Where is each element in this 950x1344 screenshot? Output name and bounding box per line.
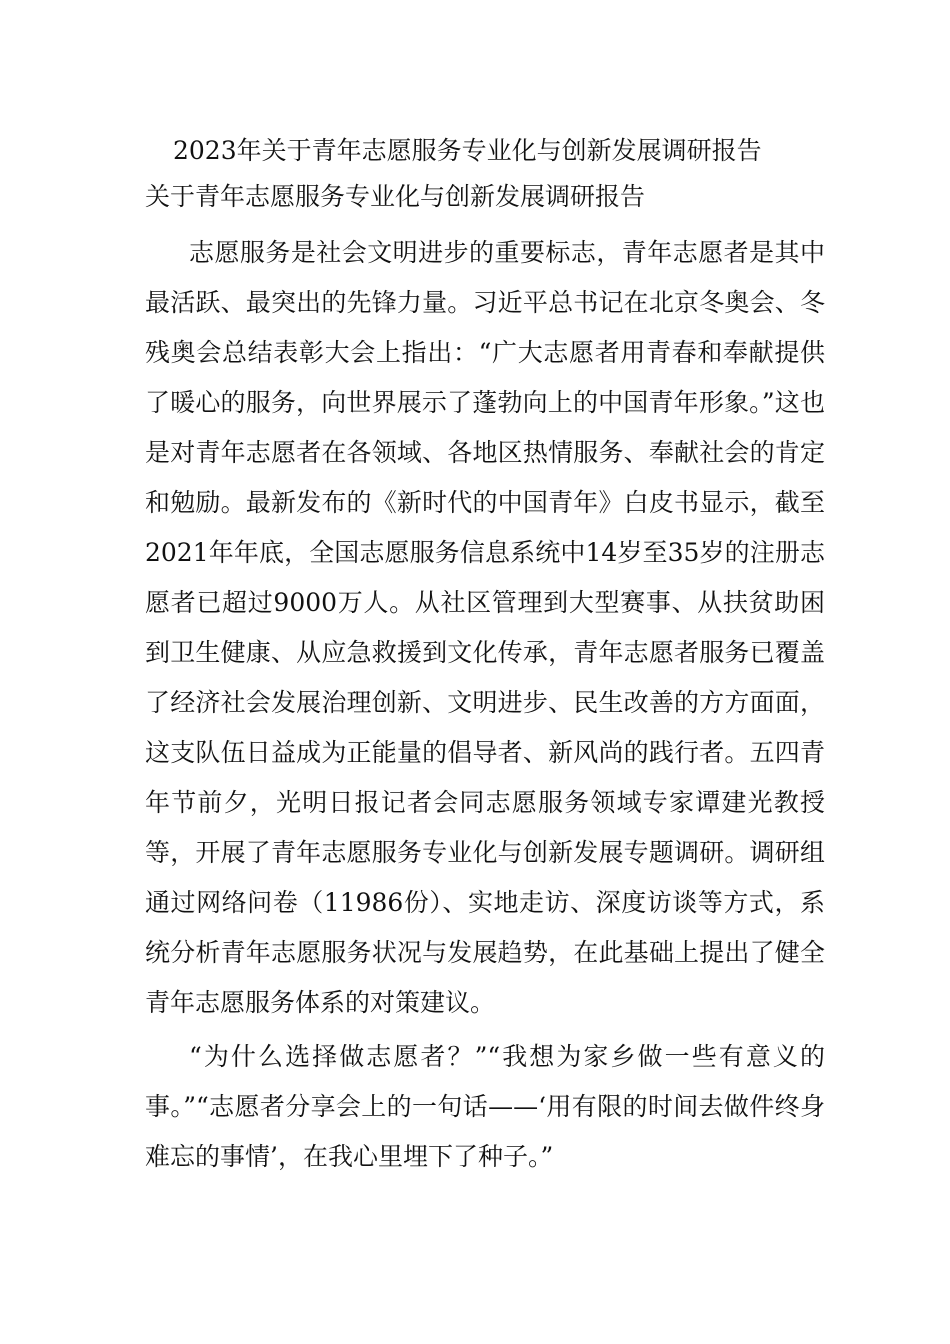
body-paragraph-1: 志愿服务是社会文明进步的重要标志，青年志愿者是其中最活跃、最突出的先锋力量。习近平总书记在北京冬奥会、冬残奥会总结表彰大会上指出：“广大志愿者用青春和奉献提供了暖心的服务，向世界展示了蓬勃向上的中国青年形象。”这也是对青年志愿者在各领域、各地区热情服务、奉献社会的肯定和勉励。最新发布的《新时代的中国青年》白皮书显示，截至2021年年底，全国志愿服务信息系统中14岁至35岁的注册志愿者已超过9000万人。从社区管理到大型赛事、从扶贫助困到卫生健康、从应急救援到文化传承，青年志愿者服务已覆盖了经济社会发展治理创新、文明进步、民生改善的方方面面，这支队伍日益成为正能量的倡导者、新风尚的践行者。五四青年节前夕，光明日报记者会同志愿服务领域专家谭建光教授等，开展了青年志愿服务专业化与创新发展专题调研。调研组通过网络问卷（11986份）、实地走访、深度访谈等方式，系统分析青年志愿服务状况与发展趋势，在此基础上提出了健全青年志愿服务体系的对策建议。 bbox=[145, 238, 825, 1017]
document-subtitle: 关于青年志愿服务专业化与创新发展调研报告 bbox=[145, 182, 646, 211]
document-title: 2023年关于青年志愿服务专业化与创新发展调研报告 bbox=[173, 136, 762, 165]
body-paragraph-2: “为什么选择做志愿者？”“我想为家乡做一些有意义的事。”“志愿者分享会上的一句话——‘用有限的时间去做件终身难忘的事情’，在我心里埋下了种子。” bbox=[145, 1042, 825, 1171]
document-page bbox=[145, 128, 825, 1182]
